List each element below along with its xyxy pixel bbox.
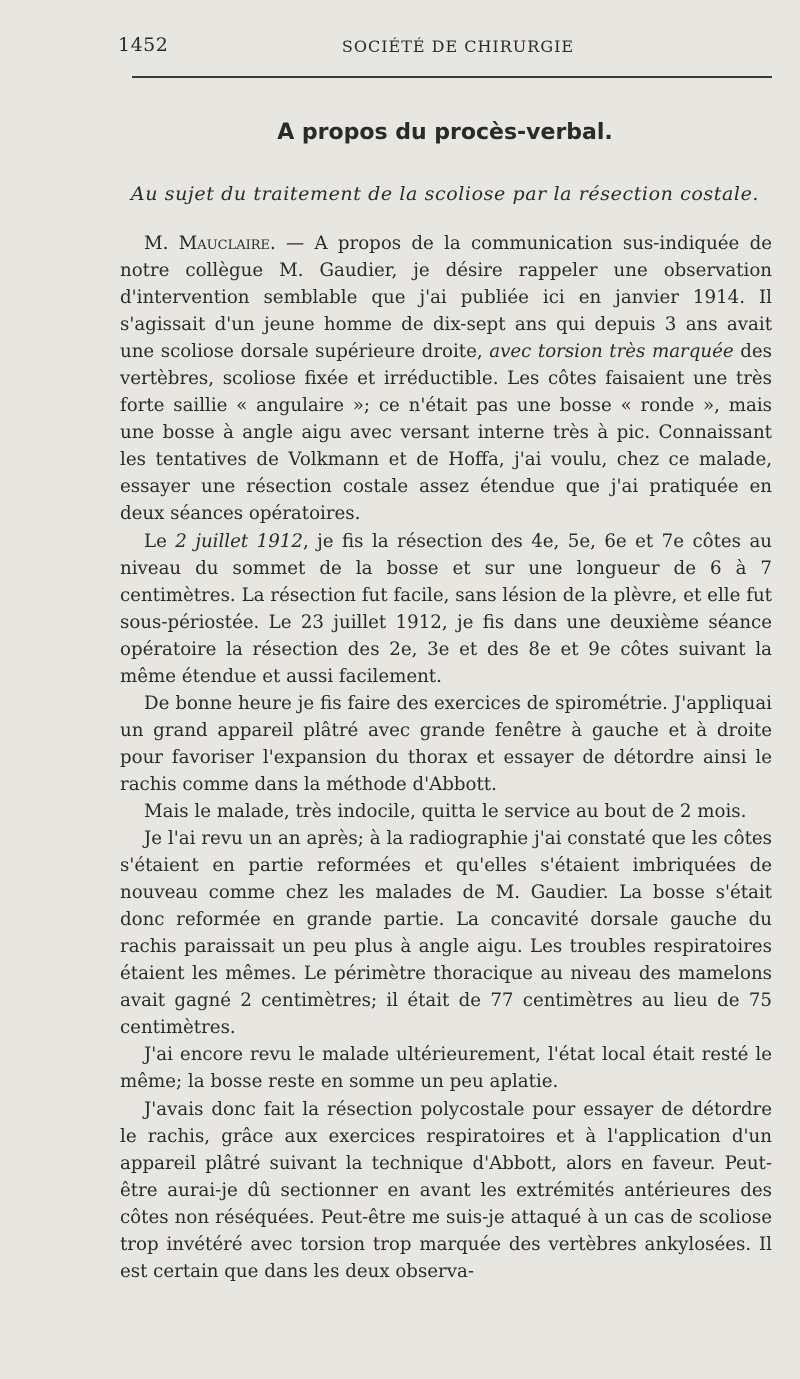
paragraph-2-text-b: , je fis la résection des 4e, 5e, 6e et 7e côtes au niveau du sommet de la bosse et sur une longueur de 6 à 7 centimètres. La résection fut facile, sans lésion de la plèvre, et elle fut sous-périostée. Le 23 juillet 1912, je fis dans une deuxième séance opératoire la résection des 2e, 3e et des 8e et 9e côtes suivant la même étendue et aussi facilement. (120, 530, 772, 687)
paragraph-7: J'avais donc fait la résection polycostale pour essayer de détordre le rachis, grâce aux exercices respiratoires et à l'application d'un appareil plâtré suivant la technique d'Abbott, alors en faveur. Peut-être aurai-je dû sectionner en avant les extrémités antérieures des côtes non réséquées. Peut-être me suis-je attaqué à un cas de scoliose trop invétéré avec torsion trop marquée des vertèbres ankylosées. Il est certain que dans les deux observa- (120, 1098, 772, 1282)
running-head: SOCIÉTÉ DE CHIRURGIE (341, 37, 575, 56)
header-rule (132, 76, 772, 78)
paragraph-1-text-a: — A propos de la communication sus-indiquée de notre collègue M. Gaudier, je désire rappeler une observation d'intervention semblable que j'ai publiée ici en janvier 1914. Il s'agissait d'un jeune homme de dix-sept ans qui depuis 3 ans avait une scoliose dorsale supérieure droite, (120, 233, 772, 363)
page-number: 1452 (118, 34, 169, 56)
paragraph-6: J'ai encore revu le malade ultérieurement, l'état local était resté le même; la bosse reste en somme un peu aplatie. (120, 1044, 772, 1093)
page-header (118, 34, 772, 64)
paragraph-3: De bonne heure je fis faire des exercices de spirométrie. J'appliquai un grand appareil plâtré avec grande fenêtre à gauche et à droite pour favoriser l'expansion du thorax et essayer de détordre ainsi le rachis comme dans la méthode d'Abbott. (120, 692, 772, 795)
paragraph-1-italic: avec torsion très marquée (489, 341, 734, 363)
paragraph-1 (120, 230, 772, 528)
paragraph-2 (120, 528, 772, 690)
author-name: M. Mauclaire. (144, 233, 276, 254)
article-body (120, 230, 772, 1285)
paragraph-5: Je l'ai revu un an après; à la radiographie j'ai constaté que les côtes s'étaient en partie reformées et qu'elles s'étaient imbriquées de nouveau comme chez les malades de M. Gaudier. La bosse s'était donc reformée en grande partie. La concavité dorsale gauche du rachis paraissait un peu plus à angle aigu. Les troubles respiratoires étaient les mêmes. Le périmètre thoracique au niveau des mamelons avait gagné 2 centimètres; il était de 77 centimètres au lieu de 75 centimètres. (120, 828, 772, 1039)
paragraph-1-text-b: des vertèbres, scoliose fixée et irréductible. Les côtes faisaient une très forte saillie « angulaire »; ce n'était pas une bosse « ronde », mais une bosse à angle aigu avec versant interne très à pic. Connaissant les tentatives de Volkmann et de Hoffa, j'ai voulu, chez ce malade, essayer une résection costale assez étendue que j'ai pratiquée en deux séances opératoires. (120, 341, 772, 525)
article-title: A propos du procès-verbal. (277, 120, 613, 145)
paragraph-2-date: 2 juillet 1912 (175, 530, 303, 552)
paragraph-4: Mais le malade, très indocile, quitta le service au bout de 2 mois. (144, 800, 747, 822)
paragraph-2-text-a: Le (144, 530, 176, 552)
article-subtitle: Au sujet du traitement de la scoliose par la résection costale. (130, 183, 760, 205)
